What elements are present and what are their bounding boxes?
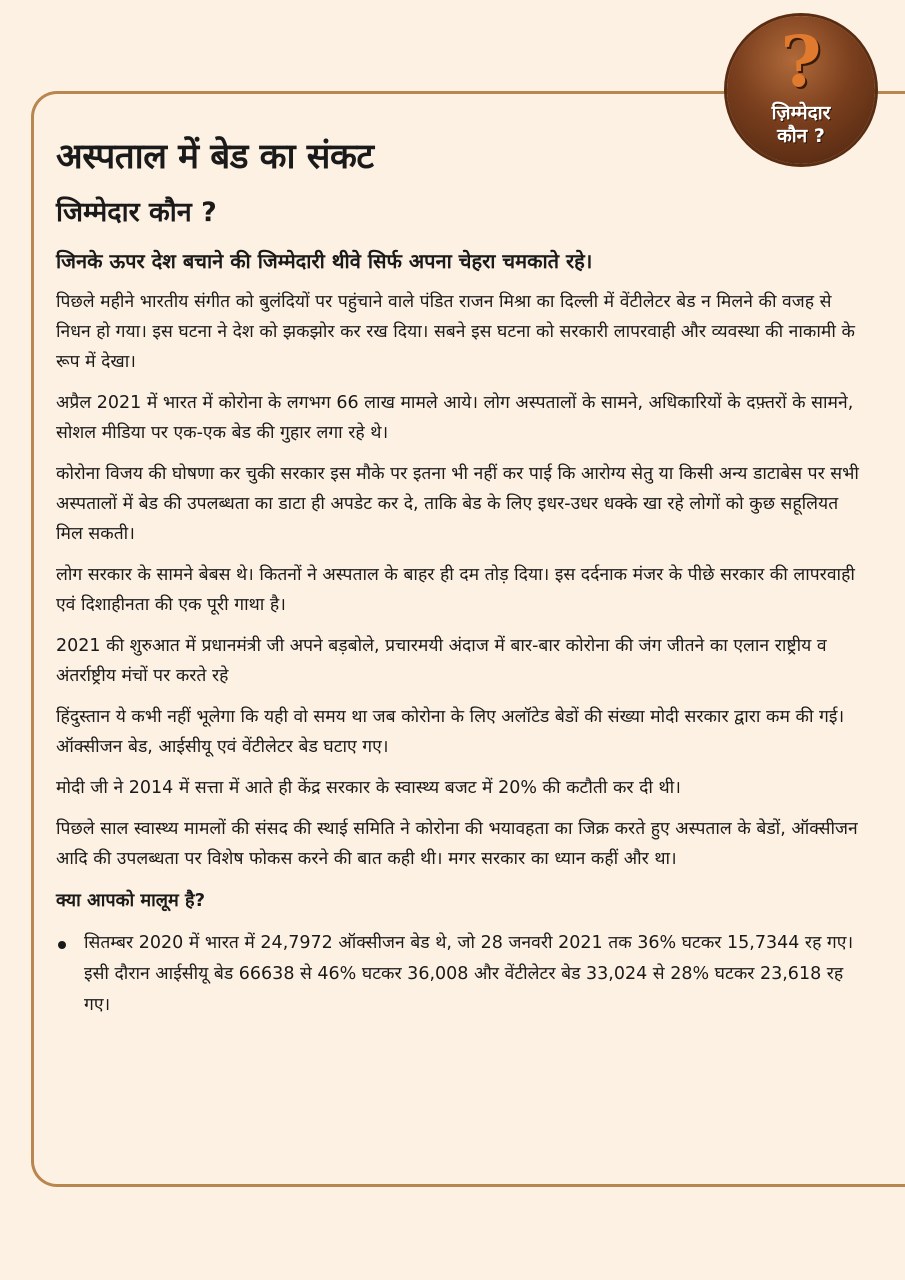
- article: [56, 133, 864, 1021]
- lede: जिनके ऊपर देश बचाने की जिम्मेदारी थीवे सिर्फ अपना चेहरा चमकाते रहे।: [56, 249, 593, 273]
- bullet-icon: [58, 941, 66, 949]
- paragraph-1: पिछले महीने भारतीय संगीत को बुलंदियों पर पहुंचाने वाले पंडित राजन मिश्रा का दिल्ली में वेंटीलेटर बेड न मिलने की वजह से निधन हो गया। इस घटना ने देश को झकझोर कर रख दिया। सबने इस घटना को सरकारी लापरवाही और व्यवस्था की नाकामी के रूप में देखा।: [56, 292, 855, 372]
- facts-list: [56, 928, 864, 1021]
- badge-label-line-1: ज़िम्मेदार: [771, 102, 831, 124]
- paragraph-3: कोरोना विजय की घोषणा कर चुकी सरकार इस मौके पर इतना भी नहीं कर पाई कि आरोग्य सेतु या किसी अन्य डाटाबेस पर सभी अस्पतालों में बेड की उपलब्धता का डाटा ही अपडेट कर दे, ताकि बेड के लिए इधर-उधर धक्के खा रहे लोगों को कुछ सहूलियत मिल सकती।: [56, 464, 859, 544]
- page-subtitle: जिम्मेदार कौन ?: [56, 197, 217, 228]
- fact-text: सितम्बर 2020 में भारत में 24,7972 ऑक्सीजन बेड थे, जो 28 जनवरी 2021 तक 36% घटकर 15,7344 रह गए। इसी दौरान आईसीयू बेड 66638 से 46% घटकर 36,008 और वेंटीलेटर बेड 33,024 से 28% घटकर 23,618 रह गए।: [84, 933, 854, 1015]
- paragraph-4: लोग सरकार के सामने बेबस थे। कितनों ने अस्पताल के बाहर ही दम तोड़ दिया। इस दर्दनाक मंजर के पीछे सरकार की लापरवाही एवं दिशाहीनता की एक पूरी गाथा है।: [56, 565, 855, 615]
- paragraph-2: अप्रैल 2021 में भारत में कोरोना के लगभग 66 लाख मामले आये। लोग अस्पतालों के सामने, अधिकारियों के दफ़्तरों के सामने, सोशल मीडिया पर एक-एक बेड की गुहार लगा रहे थे।: [56, 393, 854, 443]
- page-title: अस्पताल में बेड का संकट: [56, 137, 374, 177]
- paragraph-8: पिछले साल स्वास्थ्य मामलों की संसद की स्थाई समिति ने कोरोना की भयावहता का जिक्र करते हुए अस्पताल के बेडों, ऑक्सीजन आदि की उपलब्धता पर विशेष फोकस करने की बात कही थी। मगर सरकार का ध्यान कहीं और था।: [56, 819, 858, 869]
- paragraph-5: 2021 की शुरुआत में प्रधानमंत्री जी अपने बड़बोले, प्रचारमयी अंदाज में बार-बार कोरोना की जंग जीतने का एलान राष्ट्रीय व अंतर्राष्ट्रीय मंचों पर करते रहे: [56, 636, 827, 686]
- paragraph-7: मोदी जी ने 2014 में सत्ता में आते ही केंद्र सरकार के स्वास्थ्य बजट में 20% की कटौती कर दी थी।: [56, 778, 681, 798]
- paragraph-6: हिंदुस्तान ये कभी नहीं भूलेगा कि यही वो समय था जब कोरोना के लिए अलॉटेड बेडों की संख्या मोदी सरकार द्वारा कम की गई। ऑक्सीजन बेड, आईसीयू एवं वेंटीलेटर बेड घटाए गए।: [56, 707, 845, 757]
- question-mark-icon: ?: [780, 20, 822, 103]
- did-you-know-heading: क्या आपको मालूम है?: [56, 890, 206, 911]
- list-item: [56, 928, 864, 1021]
- badge-label-line-2: कौन ?: [777, 125, 825, 147]
